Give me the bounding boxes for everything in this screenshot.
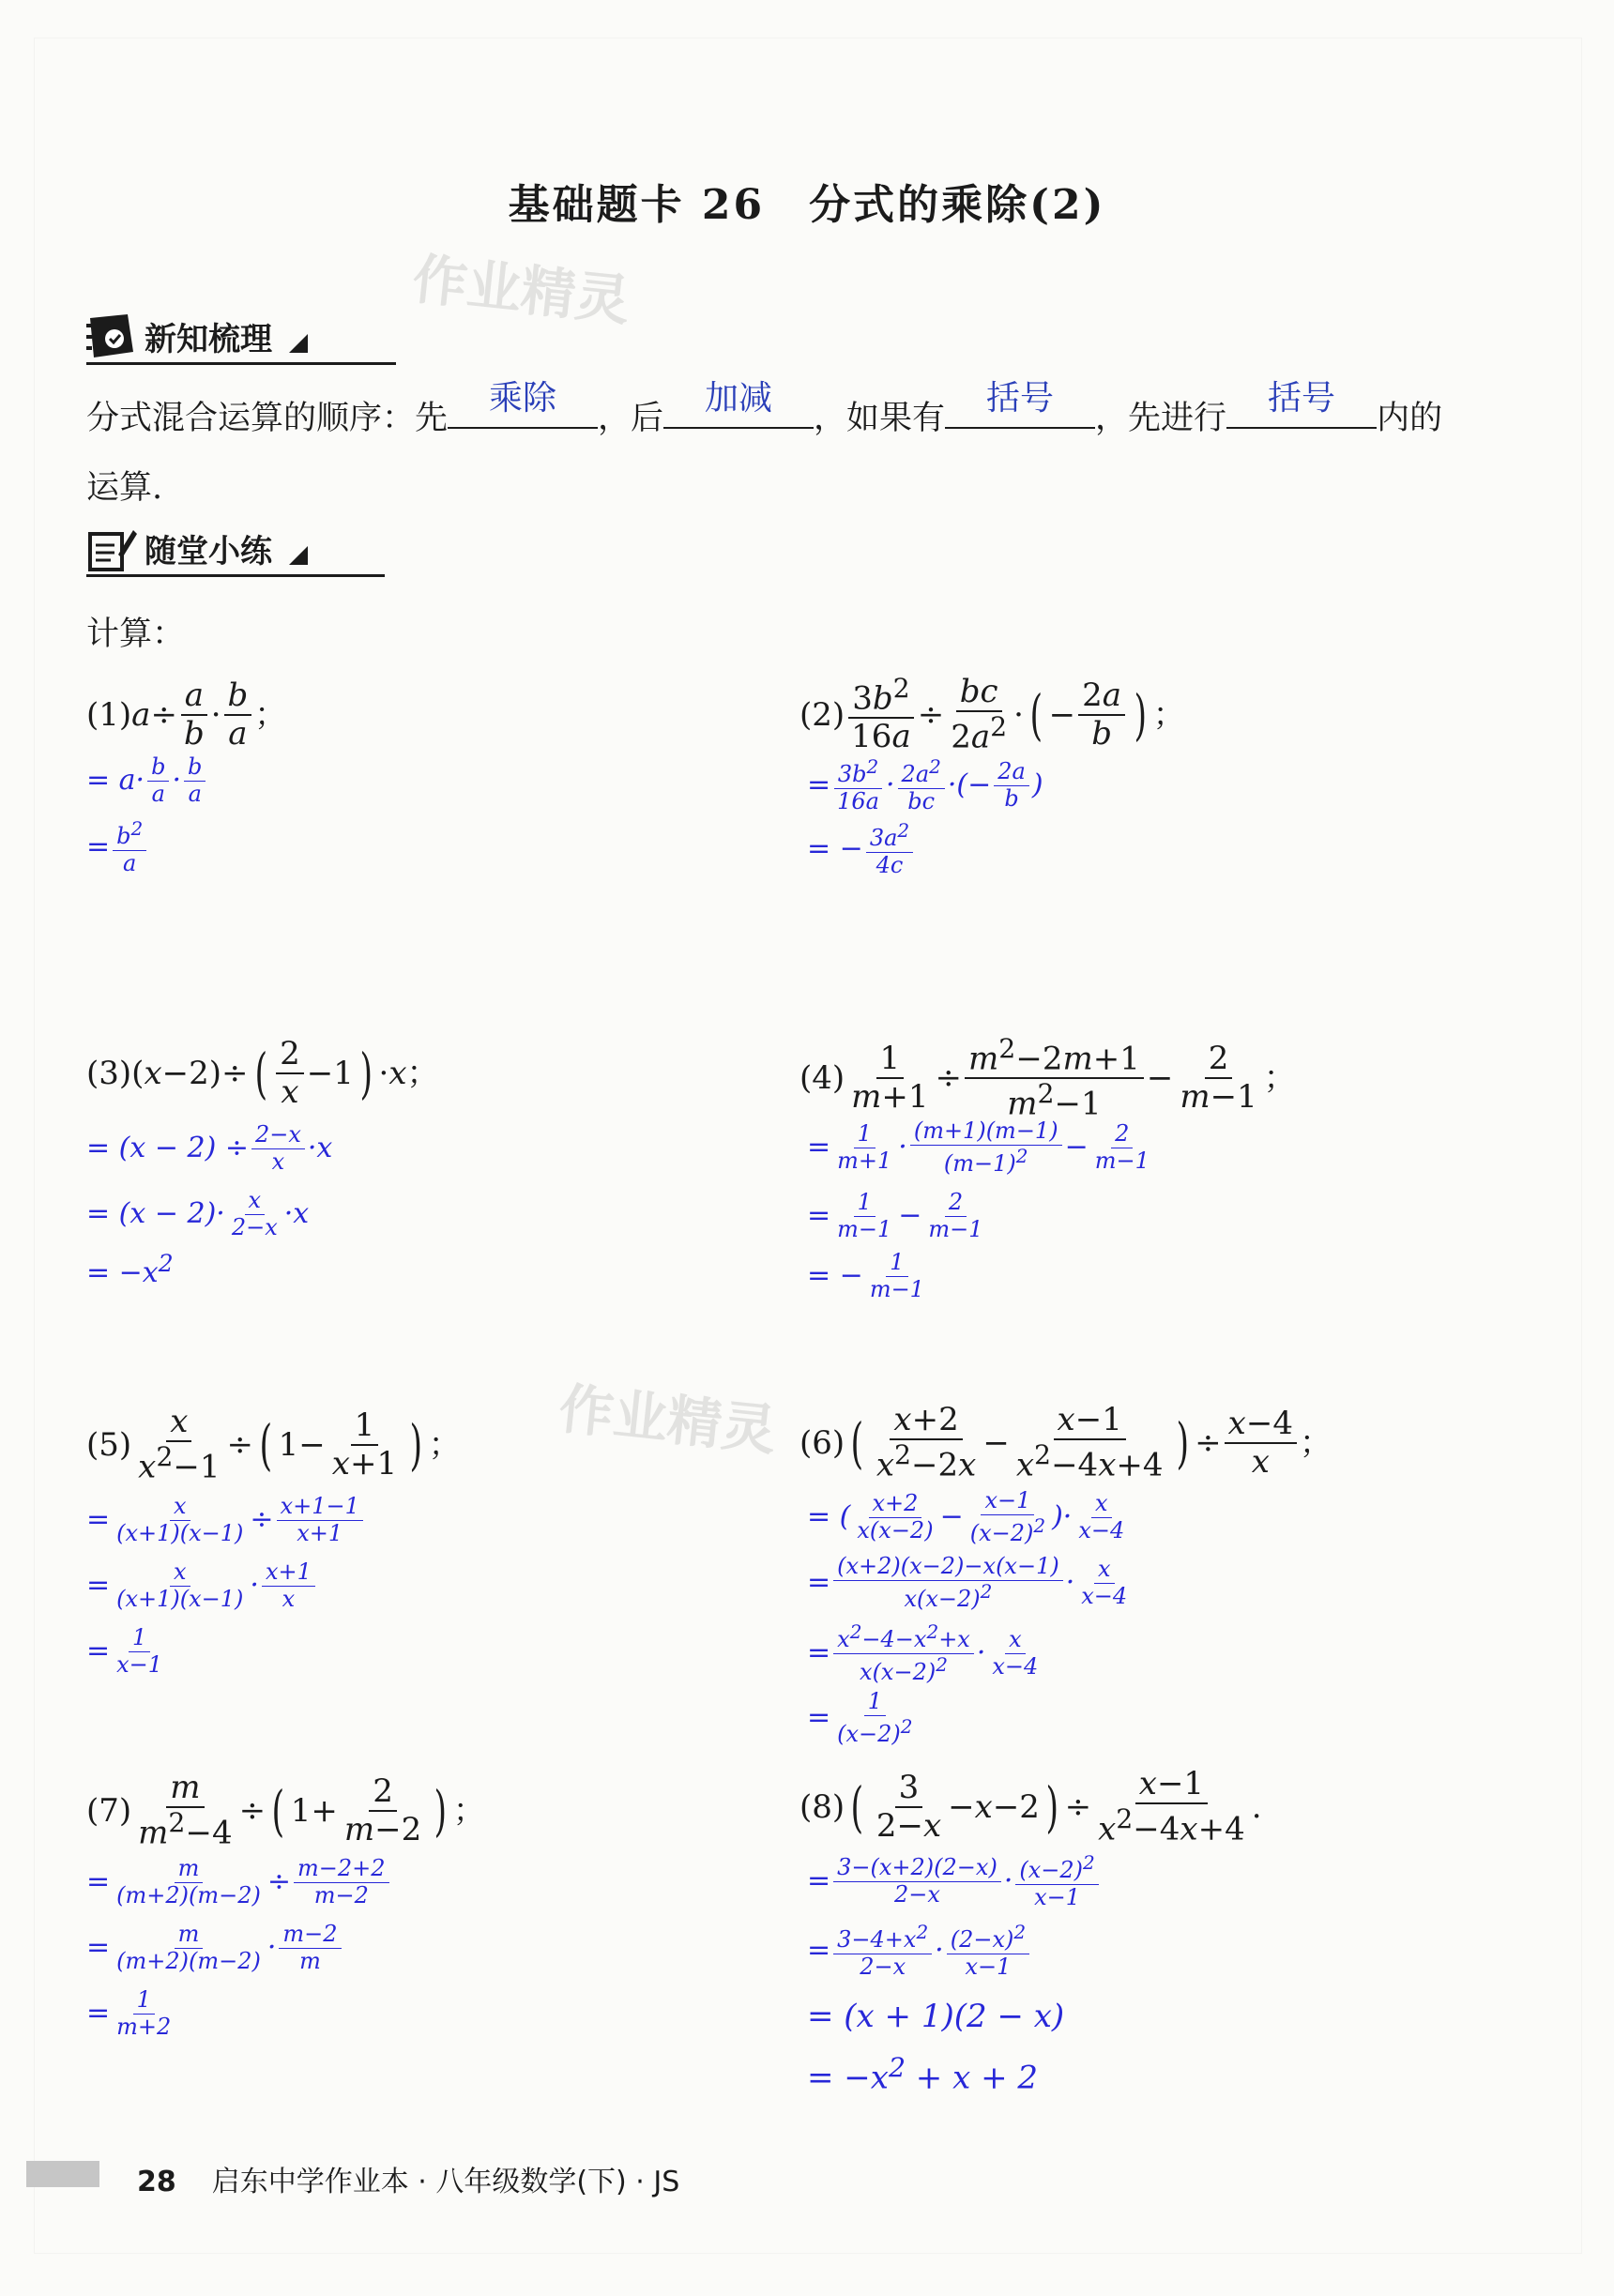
section-header-practice <box>86 525 308 571</box>
page-footer <box>137 2158 679 2199</box>
section-label: 新知梳理 <box>145 321 272 358</box>
answer-text: 括号 <box>986 379 1055 418</box>
problem-6: (6) ( $\frac{x+2}{x^2-2x}$ − $\frac{x-1}{x^2-4x+4}$ ) ÷ $\frac{x-4}{x}$ ； <box>799 1401 1332 1484</box>
section-header-new-knowledge <box>86 313 308 359</box>
solution-3-step-1: = (x − 2) ÷ $\frac{2-x}{x}$ ·x <box>86 1121 333 1175</box>
solution-8-step-4: = $-x^2 + x + 2$ <box>807 2052 1039 2097</box>
solution-3-step-2: = (x − 2)· $\frac{x}{2-x}$ ·x <box>86 1187 310 1240</box>
solution-5-step-2: = $\frac{x}{(x+1)(x-1)}$ · $\frac{x+1}{x}$ <box>86 1559 318 1612</box>
intro-text: 分式混合运算的顺序：先 <box>86 400 449 437</box>
compute-instruction: 计算： <box>86 616 186 653</box>
solution-5-step-3: = $\frac{1}{x-1}$ <box>86 1624 163 1678</box>
solution-7-step-1: = $\frac{m}{(m+2)(m-2)}$ ÷ $\frac{m-2+2}{m-2}$ <box>86 1856 392 1908</box>
answer-text: 加减 <box>705 379 773 418</box>
solution-5-step-1: = $\frac{x}{(x+1)(x-1)}$ ÷ $\frac{x+1-1}{x+1}$ <box>86 1494 366 1546</box>
book-title: 启东中学作业本 · 八年级数学(下) · JS <box>211 2166 680 2198</box>
section-underline <box>86 362 396 365</box>
solution-6-step-4: = $\frac{1}{(x-2)^2}$ <box>807 1688 913 1747</box>
solution-1-step-1: = a· $\frac{b}{a}$ · $\frac{b}{a}$ <box>86 754 208 807</box>
footer-tab <box>26 2161 99 2187</box>
problem-1: (1)a÷ $\frac{a}{b}$ · $\frac{b}{a}$ ； <box>86 677 287 753</box>
intro-text: 内的 <box>1377 400 1443 437</box>
solution-4-step-1: = $\frac{1}{m+1}$ · $\frac{(m+1)(m-1)}{(m-1)^2}$ − $\frac{2}{m-1}$ <box>807 1118 1150 1177</box>
page-title: 基础题卡 26 分式的乘除(2) <box>508 181 1106 229</box>
section-underline <box>86 574 385 577</box>
solution-7-step-2: = $\frac{m}{(m+2)(m-2)}$ · $\frac{m-2}{m}$ <box>86 1922 344 1974</box>
answer-text: 乘除 <box>489 379 557 418</box>
solution-1-step-2: = $\frac{b^2}{a}$ <box>86 818 149 876</box>
answer-text: 括号 <box>1268 379 1336 418</box>
solution-2-step-1: = $\frac{3b^2}{16a}$ · $\frac{2a^2}{bc}$ ·(− $\frac{2a}{b}$ ) <box>807 755 1043 814</box>
problem-7: (7) $\frac{m}{m^2-4}$ ÷ ( 1+ $\frac{2}{m-2}$ ) ； <box>86 1769 485 1852</box>
solution-3-step-3: = $-x^2$ <box>86 1250 174 1289</box>
watermark: 作业精灵 <box>409 247 633 333</box>
solution-6-step-1: = ( $\frac{x+2}{x(x-2)}$ − $\frac{x-1}{(x-2)^2}$ )· $\frac{x}{x-4}$ <box>807 1487 1125 1546</box>
answer-blank <box>945 379 1095 429</box>
solution-2-step-2: = − $\frac{3a^2}{4c}$ <box>807 820 916 878</box>
problem-8: (8) ( $\frac{3}{2-x}$ −x−2 ) ÷ $\frac{x-1}{x^2-4x+4}$ . <box>799 1765 1262 1848</box>
solution-4-step-2: = $\frac{1}{m-1}$ − $\frac{2}{m-1}$ <box>807 1189 983 1242</box>
triangle-marker <box>289 334 308 353</box>
intro-text: ，后 <box>598 400 664 437</box>
problem-5: (5) $\frac{x}{x^2-1}$ ÷ ( 1− $\frac{1}{x+1}$ ) ； <box>86 1403 461 1486</box>
intro-text: ，如果有 <box>814 400 946 437</box>
answer-blank <box>663 379 814 429</box>
intro-sentence <box>86 379 1443 439</box>
solution-6-step-2: = $\frac{(x+2)(x-2)-x(x-1)}{x(x-2)^2}$ · $\frac{x}{x-4}$ <box>807 1553 1128 1612</box>
solution-6-step-3: = $\frac{x^2-4-x^2+x}{x(x-2)^2}$ · $\frac{x}{x-4}$ <box>807 1620 1039 1685</box>
solution-8-step-1: = $\frac{3-(x+2)(2-x)}{2-x}$ · $\frac{(x-2)^2}{x-1}$ <box>807 1852 1102 1910</box>
solution-4-step-3: = − $\frac{1}{m-1}$ <box>807 1249 924 1302</box>
notebook-icon <box>86 314 137 359</box>
section-label: 随堂小练 <box>145 533 272 570</box>
solution-7-step-3: = $\frac{1}{m+2}$ <box>86 1986 172 2040</box>
solution-8-step-2: = $\frac{3-4+x^2}{2-x}$ · $\frac{(2-x)^2}{x-1}$ <box>807 1922 1032 1980</box>
intro-text: ，先进行 <box>1095 400 1227 437</box>
triangle-marker <box>289 546 308 565</box>
problem-4: (4) $\frac{1}{m+1}$ ÷ $\frac{m^2-2m+1}{m^2-1}$ − $\frac{2}{m-1}$ ； <box>799 1033 1296 1123</box>
solution-8-step-3: = (x + 1)(2 − x) <box>807 1998 1065 2035</box>
problem-3: (3)(x−2)÷ ( $\frac{2}{x}$ −1 ) ·x； <box>86 1035 439 1112</box>
watermark: 作业精灵 <box>556 1376 780 1463</box>
problem-2: (2) $\frac{3b^2}{16a}$ ÷ $\frac{bc}{2a^2}$ · ( − $\frac{2a}{b}$ ) ； <box>799 673 1185 756</box>
answer-blank <box>448 379 598 429</box>
pencil-notebook-icon <box>86 526 137 571</box>
page-number: 28 <box>137 2166 176 2198</box>
intro-continuation: 运算. <box>86 469 163 507</box>
answer-blank <box>1226 379 1377 429</box>
